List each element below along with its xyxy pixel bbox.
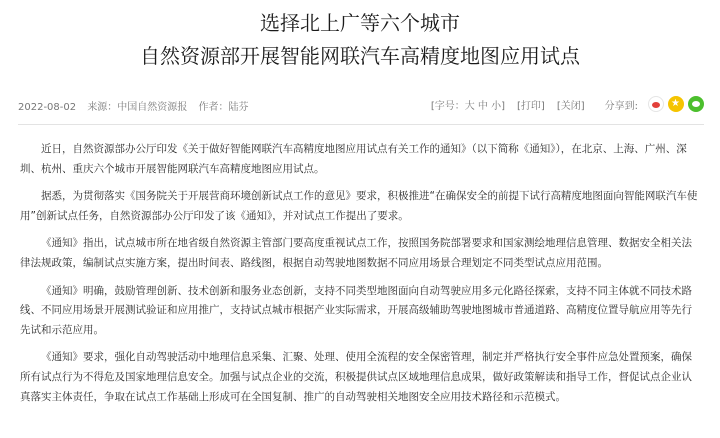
article-meta-left [18,98,257,113]
paragraph: 《通知》明确，鼓励管理创新、技术创新和服务业态创新，支持不同类型地图面向自动驾驶应用多元化路径探索，支持不同主体就不同技术路线、不同应用场景开展测试验证和应用推广，支持试点城市根据产业实际需求，开展高级辅助驾驶地图城市普通道路、高精度位置导航应用等先行先试和示范应用。 [20,284,692,336]
font-size-control[interactable]: [字号：大 中 小] [430,100,505,112]
paragraph: 近日，自然资源部办公厅印发《关于做好智能网联汽车高精度地图应用试点有关工作的通知》（以下简称《通知》），在北京、上海、广州、深圳、杭州、重庆六个城市开展智能网联汽车高精度地图应用试点。 [20,143,687,175]
article-title-line2: 自然资源部开展智能网联汽车高精度地图应用试点 [140,44,580,68]
close-button[interactable]: [关闭] [556,100,585,112]
meta-divider [18,124,704,125]
weibo-icon[interactable] [648,96,664,112]
paragraph: 《通知》要求，强化自动驾驶活动中地理信息采集、汇聚、处理、使用全流程的安全保密管理，制定并严格执行安全事件应急处置预案，确保所有试点行为不得危及国家地理信息安全。加强与试点企业的交流，积极提供试点区域地理信息成果，做好政策解读和指导工作，督促试点企业认真落实主体责任，争取在试点工作基础上形成可在全国复制、推广的自动驾驶相关地图安全应用技术路径和示范模式。 [20,351,692,403]
wechat-icon[interactable] [688,96,704,112]
print-button[interactable]: [打印] [517,100,545,112]
share-label: 分享到: [604,100,638,112]
paragraph: 《通知》指出，试点城市所在地省级自然资源主管部门要高度重视试点工作，按照国务院部署要求和国家测绘地理信息管理、数据安全相关法律法规政策，编制试点实施方案，提出时间表、路线图，根据自动驾驶地图数据不同应用场景合理划定不同类型试点应用范围。 [20,237,692,269]
publish-date: 2022-08-02 [18,102,77,113]
article-title-line1: 选择北上广等六个城市 [260,11,460,35]
article-source: 来源：中国自然资源报 [87,102,188,113]
article-meta-bar [18,92,704,116]
qzone-icon[interactable] [668,96,684,112]
paragraph: 据悉，为贯彻落实《国务院关于开展营商环境创新试点工作的意见》要求，积极推进“在确保安全的前提下试行高精度地图面向智能网联汽车使用”创新试点任务，自然资源部办公厅印发了该《通知》，并对试点工作提出了要求。 [20,190,698,222]
article-author: 作者：陆芬 [198,102,249,113]
article-tools [419,92,704,116]
article-body [20,140,702,415]
